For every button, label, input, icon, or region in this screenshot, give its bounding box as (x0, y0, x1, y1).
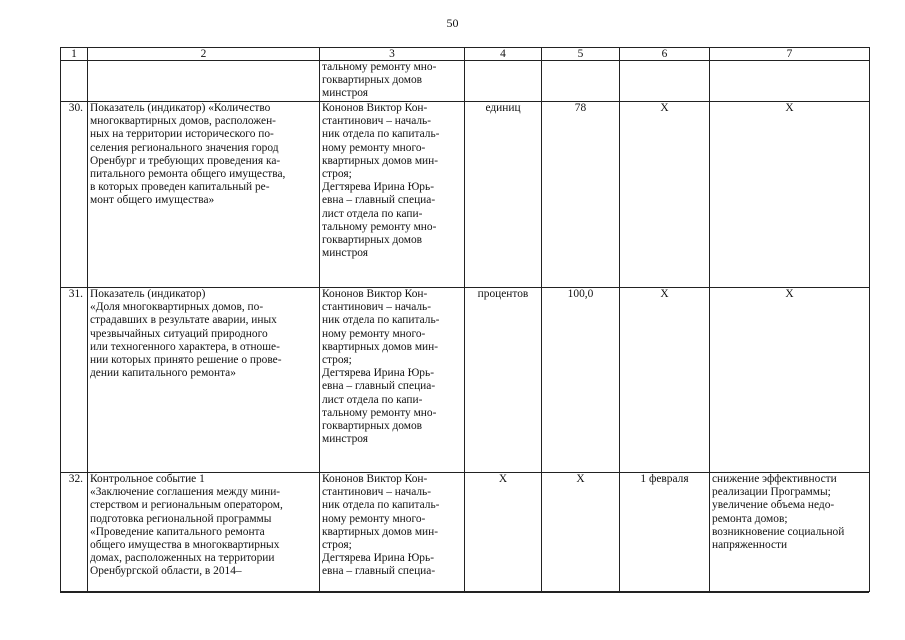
text-line: общего имущества в многоквартирных (90, 539, 280, 552)
text-line: Показатель (индикатор) (90, 288, 206, 300)
text-line: напряженности (712, 539, 788, 552)
page-bottom-margin (0, 593, 905, 640)
value-cell: Х (542, 473, 620, 592)
value-cell: 100,0 (542, 288, 620, 473)
table-body (61, 48, 870, 592)
text-line: стантинович – началь- (322, 486, 432, 499)
header-cell: 7 (710, 48, 870, 61)
responsible-cell (320, 102, 465, 288)
text-line: страдавших в результате аварии, иных (90, 314, 277, 327)
text-line: квартирных домов мин- (322, 340, 439, 353)
text-line: селения регионального значения город (90, 141, 279, 154)
row-number-cell (61, 61, 88, 102)
text-line: лист отдела по капи- (322, 393, 423, 406)
row-number-cell: 32. (61, 473, 88, 592)
date-cell (620, 61, 710, 102)
text-line: реализации Программы; (712, 486, 831, 499)
text-line: минстроя (322, 433, 368, 446)
text-line: в которых проведен капитальный ре- (90, 181, 270, 194)
date-cell: Х (620, 288, 710, 473)
text-line: снижение эффективности (712, 473, 837, 485)
text-line: гоквартирных домов (322, 420, 423, 433)
text-line: нии которых принято решение о прове- (90, 354, 282, 367)
consequence-cell (710, 288, 870, 473)
text-line: тальному ремонту мно- (322, 220, 437, 233)
text-line: минстроя (322, 247, 368, 260)
header-cell: 4 (465, 48, 542, 61)
text-line: евна – главный специа- (322, 380, 436, 393)
table-row (61, 102, 870, 288)
text-line: «Заключение соглашения между мини- (90, 486, 281, 499)
text-line: «Проведение капитального ремонта (90, 525, 265, 538)
text-line: строя; (322, 168, 352, 181)
header-cell: 5 (542, 48, 620, 61)
text-line: ному ремонту много- (322, 327, 426, 340)
table-bottom-border (60, 592, 869, 593)
text-line: ремонта домов; (712, 512, 788, 525)
text-line: или техногенного характера, в отноше- (90, 340, 280, 353)
value-cell (542, 61, 620, 102)
unit-cell: единиц (465, 102, 542, 288)
text-line: монт общего имущества» (90, 194, 215, 207)
text-line: стерством и региональным оператором, (90, 499, 283, 512)
consequence-cell (710, 473, 870, 592)
text-line: Кононов Виктор Кон- (322, 288, 428, 300)
text-line: ных на территории исторического по- (90, 128, 274, 141)
text-line: гоквартирных домов (322, 74, 423, 87)
text-line: Х (785, 102, 794, 114)
unit-cell: Х (465, 473, 542, 592)
unit-cell (465, 61, 542, 102)
row-number-cell: 30. (61, 102, 88, 288)
date-cell: 1 февраля (620, 473, 710, 592)
text-line: минстроя (322, 87, 368, 100)
text-line: Х (785, 288, 794, 300)
text-line: стантинович – началь- (322, 301, 432, 314)
text-line: Дегтярева Ирина Юрь- (322, 181, 434, 194)
text-line: евна – главный специа- (322, 565, 436, 578)
text-line: Кононов Виктор Кон- (322, 102, 428, 114)
text-line: евна – главный специа- (322, 194, 436, 207)
text-line: возникновение социальной (712, 525, 845, 538)
unit-cell: процентов (465, 288, 542, 473)
text-line: «Доля многоквартирных домов, по- (90, 301, 264, 314)
date-cell: Х (620, 102, 710, 288)
header-cell: 6 (620, 48, 710, 61)
text-line: многоквартирных домов, расположен- (90, 115, 276, 128)
text-line: Дегтярева Ирина Юрь- (322, 552, 434, 565)
consequence-cell (710, 61, 870, 102)
consequence-cell (710, 102, 870, 288)
responsible-cell (320, 61, 465, 102)
table-row (61, 473, 870, 592)
text-line: чрезвычайных ситуаций природного (90, 327, 268, 340)
text-line: квартирных домов мин- (322, 525, 439, 538)
text-line: квартирных домов мин- (322, 154, 439, 167)
row-number-cell: 31. (61, 288, 88, 473)
text-line: ник отдела по капиталь- (322, 314, 440, 327)
responsible-cell (320, 473, 465, 592)
text-line: Показатель (индикатор) «Количество (90, 102, 271, 114)
page-number: 50 (446, 16, 459, 30)
text-line: ник отдела по капиталь- (322, 128, 440, 141)
text-line: Оренбургской области, в 2014– (90, 565, 242, 578)
text-line: ному ремонту много- (322, 512, 426, 525)
indicator-name-cell (88, 288, 320, 473)
text-line: строя; (322, 354, 352, 367)
header-cell: 3 (320, 48, 465, 61)
text-line: строя; (322, 539, 352, 552)
table-row (61, 61, 870, 102)
document-table (60, 47, 870, 592)
indicator-name-cell (88, 473, 320, 592)
text-line: стантинович – началь- (322, 115, 432, 128)
header-cell: 1 (61, 48, 88, 61)
text-line: дении капитального ремонта» (90, 367, 236, 380)
text-line: Кононов Виктор Кон- (322, 473, 428, 485)
text-line: Контрольное событие 1 (90, 473, 205, 485)
text-line: лист отдела по капи- (322, 207, 423, 220)
text-line: увеличение объема недо- (712, 499, 835, 512)
header-cell: 2 (88, 48, 320, 61)
table-row (61, 288, 870, 473)
value-cell: 78 (542, 102, 620, 288)
text-line: ник отдела по капиталь- (322, 499, 440, 512)
text-line: тальному ремонту мно- (322, 61, 437, 73)
text-line: тальному ремонту мно- (322, 406, 437, 419)
indicator-name-cell (88, 61, 320, 102)
text-line: питального ремонта общего имущества, (90, 168, 286, 181)
text-line: домах, расположенных на территории (90, 552, 275, 565)
text-line: Дегтярева Ирина Юрь- (322, 367, 434, 380)
responsible-cell (320, 288, 465, 473)
indicator-name-cell (88, 102, 320, 288)
text-line: ному ремонту много- (322, 141, 426, 154)
text-line: гоквартирных домов (322, 234, 423, 247)
text-line: Оренбург и требующих проведения ка- (90, 154, 281, 167)
text-line: подготовка региональной программы (90, 512, 272, 525)
header-row (61, 48, 870, 61)
